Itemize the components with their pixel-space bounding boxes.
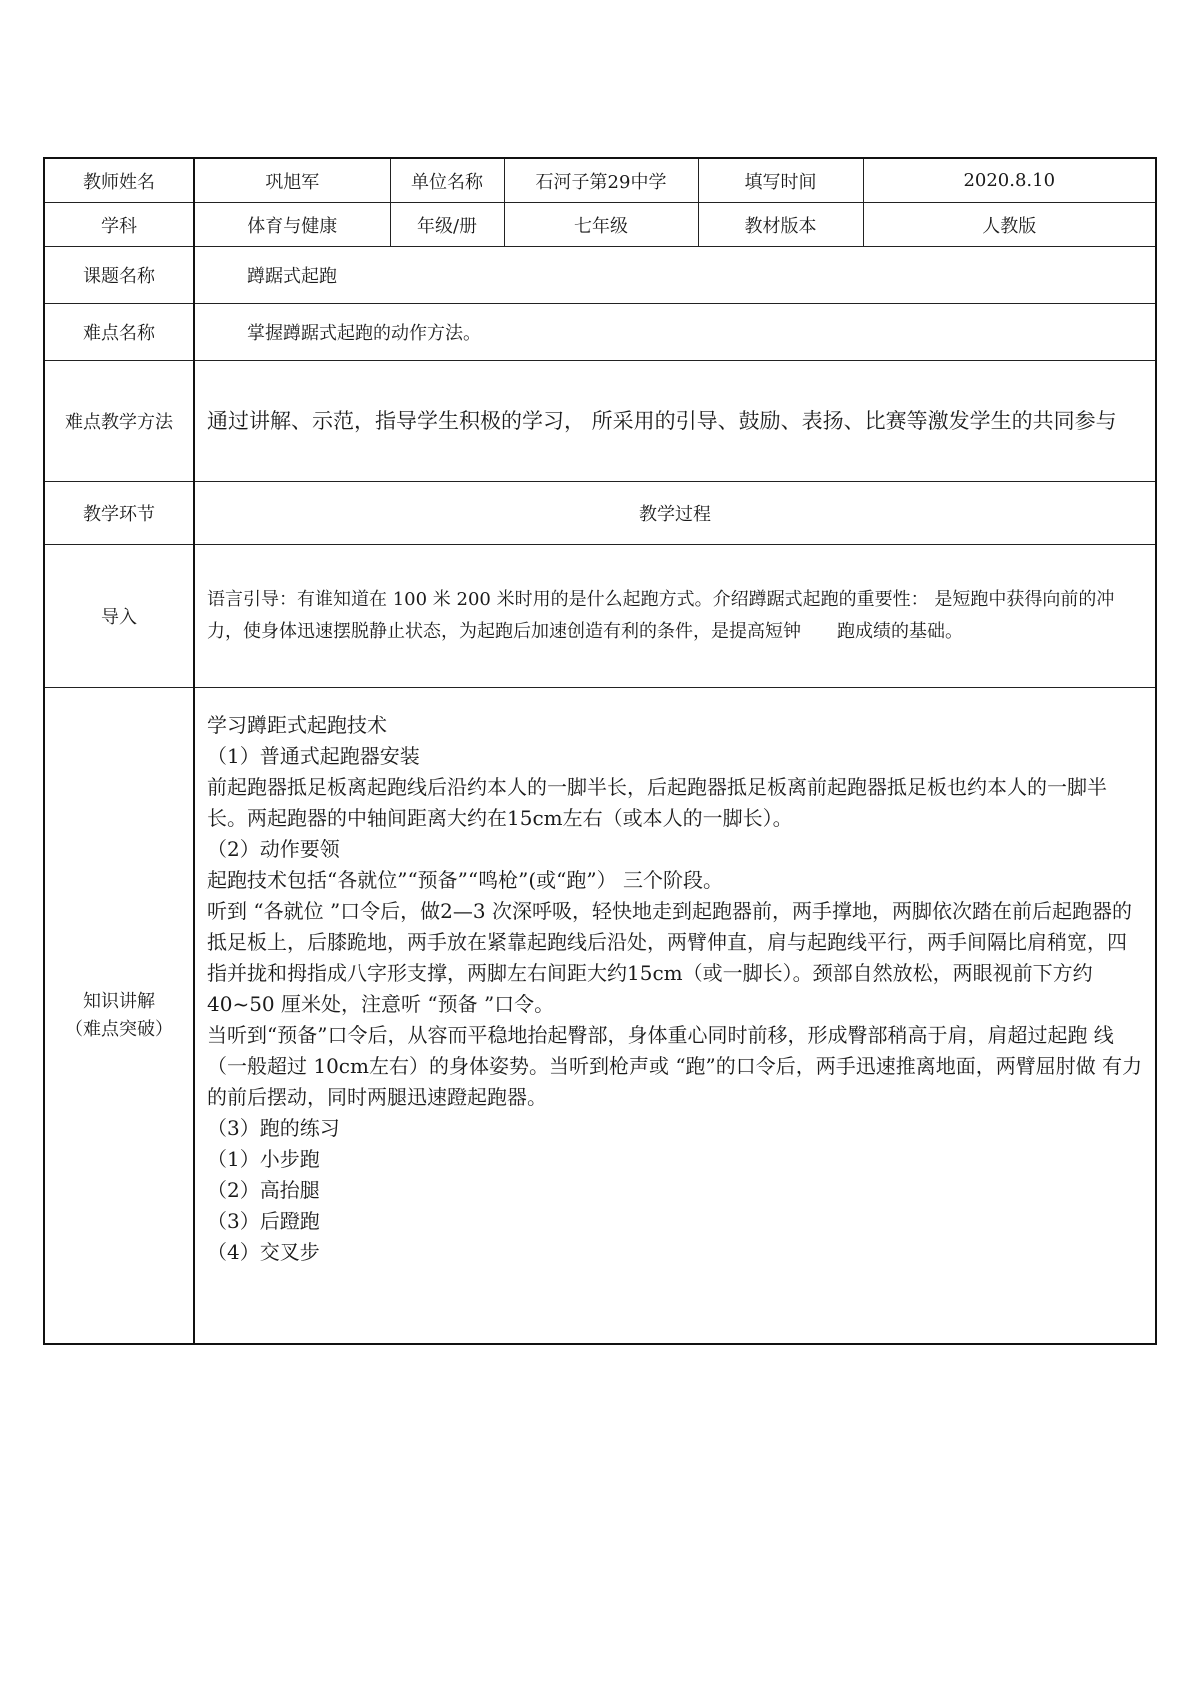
intro-value: 语言引导：有谁知道在 100 米 200 米时用的是什么起跑方式。介绍蹲踞式起跑的重要性： 是短跑中获得向前的冲力，使身体迅速摆脱静止状态，为起跑后加速创造有利的条件，是提高短钟 跑成绩的基础。 <box>194 545 1156 688</box>
teacher-name-value: 巩旭军 <box>194 158 390 203</box>
process-label: 教学过程 <box>194 482 1156 545</box>
fill-date-value: 2020.8.10 <box>863 158 1156 203</box>
knowledge-label <box>44 688 194 1345</box>
fill-date-label: 填写时间 <box>698 158 863 203</box>
knowledge-line: 当听到“预备”口令后，从容而平稳地抬起臀部，身体重心同时前移，形成臀部稍高于肩，肩超过起跑 线（一般超过 10cm左右）的身体姿势。当听到枪声或 “跑”的口令后，两手迅速推离地面，两臂屈肘做 有力的前后摆动，同时两腿迅速蹬起跑器。 <box>207 1023 1143 1109</box>
teacher-name-label: 教师姓名 <box>44 158 194 203</box>
lesson-plan-table <box>43 157 1157 1345</box>
subject-value: 体育与健康 <box>194 203 390 247</box>
grade-label: 年级/册 <box>390 203 504 247</box>
lesson-plan-sheet <box>43 157 1155 1345</box>
knowledge-line: （1）普通式起跑器安装 <box>207 744 420 768</box>
topic-row <box>44 247 1156 304</box>
knowledge-line: （3）跑的练习 <box>207 1116 340 1140</box>
subject-label: 学科 <box>44 203 194 247</box>
grade-value: 七年级 <box>504 203 698 247</box>
difficulty-label: 难点名称 <box>44 304 194 361</box>
knowledge-line: 听到 “各就位 ”口令后，做2—3 次深呼吸，轻快地走到起跑器前，两手撑地，两脚依次踏在前后起跑器的抵足板上，后膝跪地，两手放在紧靠起跑线后沿处，两臂伸直，肩与起跑线平行，两手间隔比肩稍宽，四指并拢和拇指成八字形支撑，两脚左右间距大约15cm（或一脚长）。颈部自然放松，两眼视前下方约 40~50 厘米处，注意听 “预备 ”口令。 <box>207 899 1132 1016</box>
header-row-1 <box>44 158 1156 203</box>
stage-header-row <box>44 482 1156 545</box>
knowledge-line: （1）小步跑 <box>207 1147 320 1171</box>
knowledge-label-line1: 知识讲解 <box>83 990 155 1012</box>
method-row <box>44 361 1156 482</box>
knowledge-line: 起跑技术包括“各就位”“预备”“鸣枪”(或“跑”） 三个阶段。 <box>207 868 723 892</box>
method-value: 通过讲解、示范，指导学生积极的学习， 所采用的引导、鼓励、表扬、比赛等激发学生的共同参与 <box>194 361 1156 482</box>
knowledge-line: （3）后蹬跑 <box>207 1209 320 1233</box>
knowledge-line: （2）高抬腿 <box>207 1178 320 1202</box>
knowledge-label-line2: （难点突破） <box>65 1018 173 1040</box>
knowledge-line: （4）交叉步 <box>207 1240 320 1264</box>
knowledge-row <box>44 688 1156 1345</box>
intro-label: 导入 <box>44 545 194 688</box>
knowledge-line: 前起跑器抵足板离起跑线后沿约本人的一脚半长，后起跑器抵足板离前起跑器抵足板也约本人的一脚半长。两起跑器的中轴间距离大约在15cm左右（或本人的一脚长）。 <box>207 775 1107 830</box>
knowledge-line: 学习蹲距式起跑技术 <box>207 713 387 737</box>
unit-name-label: 单位名称 <box>390 158 504 203</box>
stage-label: 教学环节 <box>44 482 194 545</box>
topic-value: 蹲踞式起跑 <box>194 247 1156 304</box>
difficulty-value: 掌握蹲踞式起跑的动作方法。 <box>194 304 1156 361</box>
header-row-2 <box>44 203 1156 247</box>
edition-label: 教材版本 <box>698 203 863 247</box>
difficulty-row <box>44 304 1156 361</box>
intro-row <box>44 545 1156 688</box>
knowledge-content <box>194 688 1156 1345</box>
knowledge-line: （2）动作要领 <box>207 837 340 861</box>
topic-label: 课题名称 <box>44 247 194 304</box>
unit-name-value: 石河子第29中学 <box>504 158 698 203</box>
edition-value: 人教版 <box>863 203 1156 247</box>
method-label: 难点教学方法 <box>44 361 194 482</box>
